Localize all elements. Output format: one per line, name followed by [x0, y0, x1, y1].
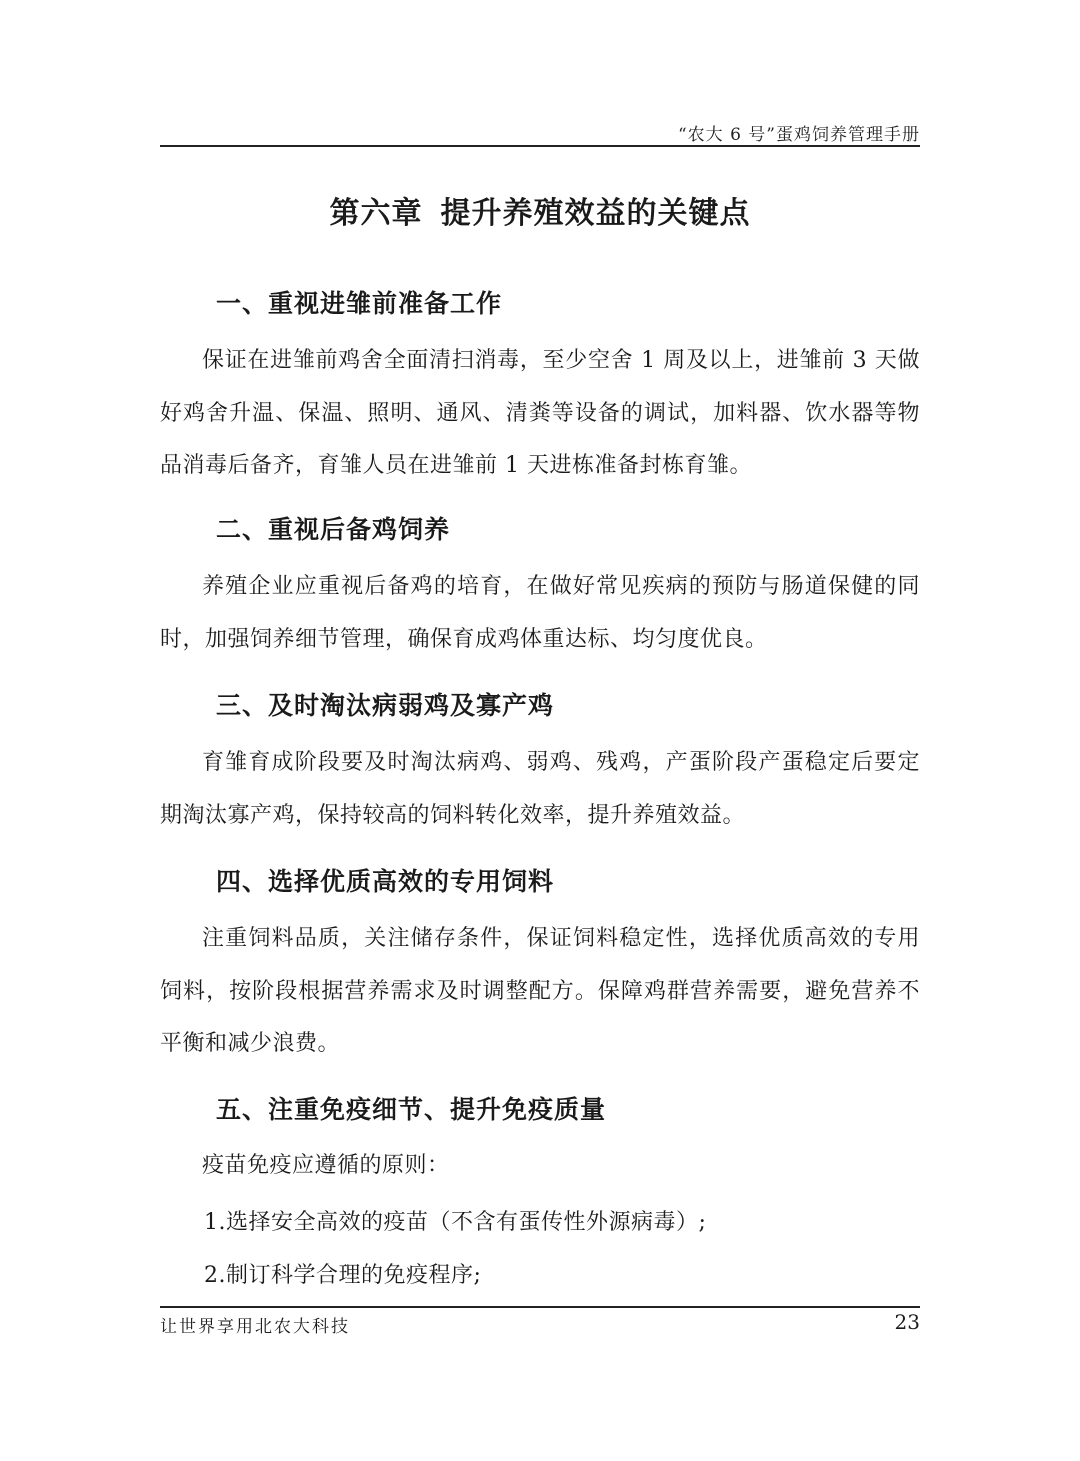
running-header: “农大 6 号”蛋鸡饲养管理手册 [677, 125, 920, 145]
section-body-3: 育雏育成阶段要及时淘汰病鸡、弱鸡、残鸡，产蛋阶段产蛋稳定后要定期淘汰寡产鸡，保持较高的饲料转化效率，提升养殖效益。 [160, 750, 920, 828]
list-item: 2.制订科学合理的免疫程序; [204, 1263, 482, 1288]
section-heading-5: 五、注重免疫细节、提升免疫质量 [216, 1095, 607, 1124]
footer-slogan: 让世界享用北农大科技 [160, 1317, 350, 1337]
section-body-1: 保证在进雏前鸡舍全面清扫消毒，至少空舍 1 周及以上，进雏前 3 天做好鸡舍升温、保温、照明、通风、清粪等设备的调试，加料器、饮水器等物品消毒后备齐，育雏人员在进雏前 1 天进栋准备封栋育雏。 [160, 348, 920, 478]
chapter-label: 第六章 [329, 196, 423, 231]
section-body-2: 养殖企业应重视后备鸡的培育，在做好常见疾病的预防与肠道保健的同时，加强饲养细节管理，确保育成鸡体重达标、均匀度优良。 [160, 574, 920, 652]
section-body-5: 疫苗免疫应遵循的原则： [202, 1153, 450, 1178]
header-rule [160, 145, 920, 147]
section-heading-1: 一、重视进雏前准备工作 [216, 289, 503, 318]
section-heading-2: 二、重视后备鸡饲养 [216, 515, 451, 544]
section-heading-3: 三、及时淘汰病弱鸡及寡产鸡 [216, 691, 555, 720]
page-number: 23 [894, 1310, 920, 1334]
section-body-4: 注重饲料品质，关注储存条件，保证饲料稳定性，选择优质高效的专用饲料，按阶段根据营养需求及时调整配方。保障鸡群营养需要，避免营养不平衡和减少浪费。 [160, 926, 920, 1056]
chapter-title [0, 188, 1080, 232]
footer-rule [160, 1306, 920, 1308]
list-item: 1.选择安全高效的疫苗（不含有蛋传性外源病毒）; [204, 1210, 707, 1235]
section-heading-4: 四、选择优质高效的专用饲料 [216, 867, 555, 896]
chapter-name: 提升养殖效益的关键点 [440, 196, 751, 231]
